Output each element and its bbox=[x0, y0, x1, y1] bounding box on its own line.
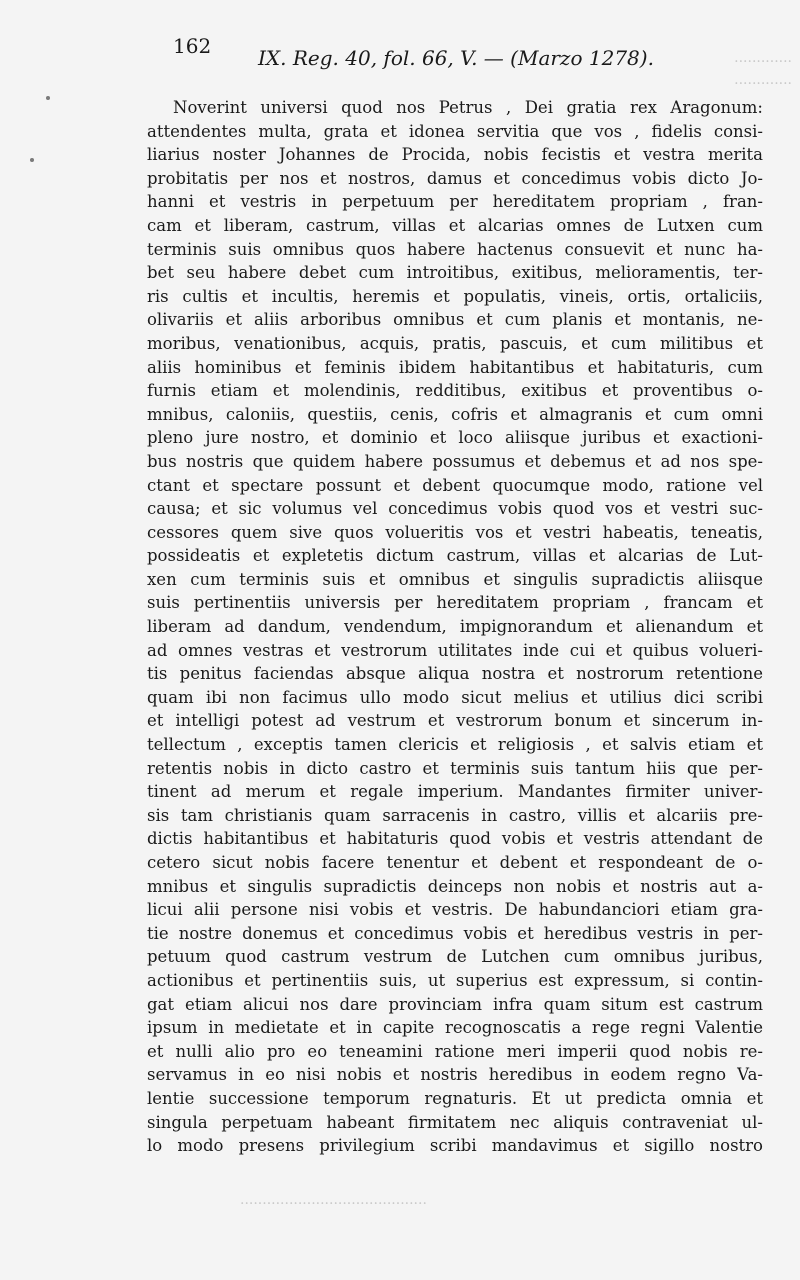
text-line: lentie successione temporum regnaturis. Et ut predicta omnia et bbox=[147, 1088, 763, 1108]
text-line: sis tam christianis quam sarracenis in castro, villis et alcariis pre- bbox=[147, 805, 763, 825]
text-line: bet seu habere debet cum introitibus, exitibus, melioramentis, ter- bbox=[147, 263, 763, 283]
text-line: actionibus et pertinentiis suis, ut superius est expressum, si contin- bbox=[147, 970, 763, 990]
text-line: Noverint universi quod nos Petrus , Dei gratia rex Aragonum: bbox=[173, 98, 763, 117]
text-line: singula perpetuam habeant firmitatem nec aliquis contraveniat ul- bbox=[147, 1112, 763, 1132]
text-line: bus nostris que quidem habere possumus et debemus et ad nos spe- bbox=[147, 451, 763, 471]
text-line: cam et liberam, castrum, villas et alcarias omnes de Lutxen cum bbox=[147, 215, 763, 235]
text-line: mnibus et singulis supradictis deinceps non nobis et nostris aut a- bbox=[147, 876, 763, 896]
paper-speck bbox=[30, 158, 34, 162]
text-line: tinent ad merum et regale imperium. Mandantes firmiter univer- bbox=[147, 782, 763, 802]
document-body bbox=[147, 96, 763, 1158]
text-line: xen cum terminis suis et omnibus et singulis supradictis aliisque bbox=[147, 569, 763, 589]
text-line: tie nostre donemus et concedimus vobis et heredibus vestris in per- bbox=[147, 923, 763, 943]
text-line: tis penitus faciendas absque aliqua nostra et nostrorum retentione bbox=[147, 664, 763, 684]
text-line: liarius noster Johannes de Procida, nobis fecistis et vestra merita bbox=[147, 145, 763, 165]
text-line: retentis nobis in dicto castro et terminis suis tantum hiis que per- bbox=[147, 758, 763, 778]
text-line: mnibus, caloniis, questiis, cenis, cofris et almagranis et cum omni bbox=[147, 404, 763, 424]
text-line: gat etiam alicui nos dare provinciam infra quam situm est castrum bbox=[147, 994, 763, 1014]
text-line: ipsum in medietate et in capite recognoscatis a rege regni Valentie bbox=[147, 1018, 763, 1038]
text-line: furnis etiam et molendinis, redditibus, exitibus et proventibus o- bbox=[147, 381, 763, 401]
text-line: ctant et spectare possunt et debent quocumque modo, ratione vel bbox=[147, 475, 763, 495]
text-line: ris cultis et incultis, heremis et populatis, vineis, ortis, ortaliciis, bbox=[147, 286, 763, 306]
text-line: licui alii persone nisi vobis et vestris. De habundanciori etiam gra- bbox=[147, 900, 763, 920]
text-line: olivariis et aliis arboribus omnibus et cum planis et montanis, ne- bbox=[147, 310, 763, 330]
text-line: tellectum , exceptis tamen clericis et religiosis , et salvis etiam et bbox=[147, 735, 763, 755]
text-line: suis pertinentiis universis per hereditatem propriam , francam et bbox=[147, 593, 763, 613]
text-line: moribus, venationibus, acquis, pratis, pascuis, et cum militibus et bbox=[147, 333, 763, 353]
text-line: probitatis per nos et nostros, damus et concedimus vobis dicto Jo- bbox=[147, 168, 763, 188]
paper-speck bbox=[46, 96, 50, 100]
text-line: quam ibi non facimus ullo modo sicut melius et utilius dici scribi bbox=[147, 687, 763, 707]
text-line: liberam ad dandum, vendendum, impignorandum et alienandum et bbox=[147, 617, 763, 637]
text-line: possideatis et expletetis dictum castrum, villas et alcarias de Lut- bbox=[147, 546, 763, 566]
text-line: et intelligi potest ad vestrum et vestrorum bonum et sincerum in- bbox=[147, 711, 763, 731]
text-line: et nulli alio pro eo teneamini ratione meri imperii quod nobis re- bbox=[147, 1041, 763, 1061]
text-line: cetero sicut nobis facere tenentur et debent et respondeant de o- bbox=[147, 853, 763, 872]
text-line: terminis suis omnibus quos habere hactenus consuevit et nunc ha- bbox=[147, 239, 763, 259]
text-line: aliis hominibus et feminis ibidem habitantibus et habitaturis, cum bbox=[147, 357, 763, 377]
show-through-text: ............. bbox=[734, 72, 792, 88]
text-line: ad omnes vestras et vestrorum utilitates inde cui et quibus volueri- bbox=[147, 640, 763, 660]
text-line: lo modo presens privilegium scribi mandavimus et sigillo nostro bbox=[147, 1136, 763, 1156]
text-line: servamus in eo nisi nobis et nostris heredibus in eodem regno Va- bbox=[147, 1065, 763, 1085]
show-through-text: .......................................... bbox=[240, 1192, 427, 1208]
text-line: dictis habitantibus et habitaturis quod vobis et vestris attendant de bbox=[147, 829, 763, 849]
page-number: 162 bbox=[173, 34, 212, 58]
text-line: hanni et vestris in perpetuum per hereditatem propriam , fran- bbox=[147, 192, 763, 212]
text-line: pleno jure nostro, et dominio et loco aliisque juribus et exactioni- bbox=[147, 428, 763, 448]
running-head: IX. Reg. 40, fol. 66, V. — (Marzo 1278). bbox=[258, 46, 654, 70]
text-line: attendentes multa, grata et idonea servitia que vos , fidelis consi- bbox=[147, 121, 763, 141]
text-line: petuum quod castrum vestrum de Lutchen cum omnibus juribus, bbox=[147, 947, 763, 967]
text-line: causa; et sic volumus vel concedimus vobis quod vos et vestri suc- bbox=[147, 499, 763, 519]
show-through-text: ............. bbox=[734, 50, 792, 66]
text-line: cessores quem sive quos volueritis vos et vestri habeatis, teneatis, bbox=[147, 522, 763, 542]
